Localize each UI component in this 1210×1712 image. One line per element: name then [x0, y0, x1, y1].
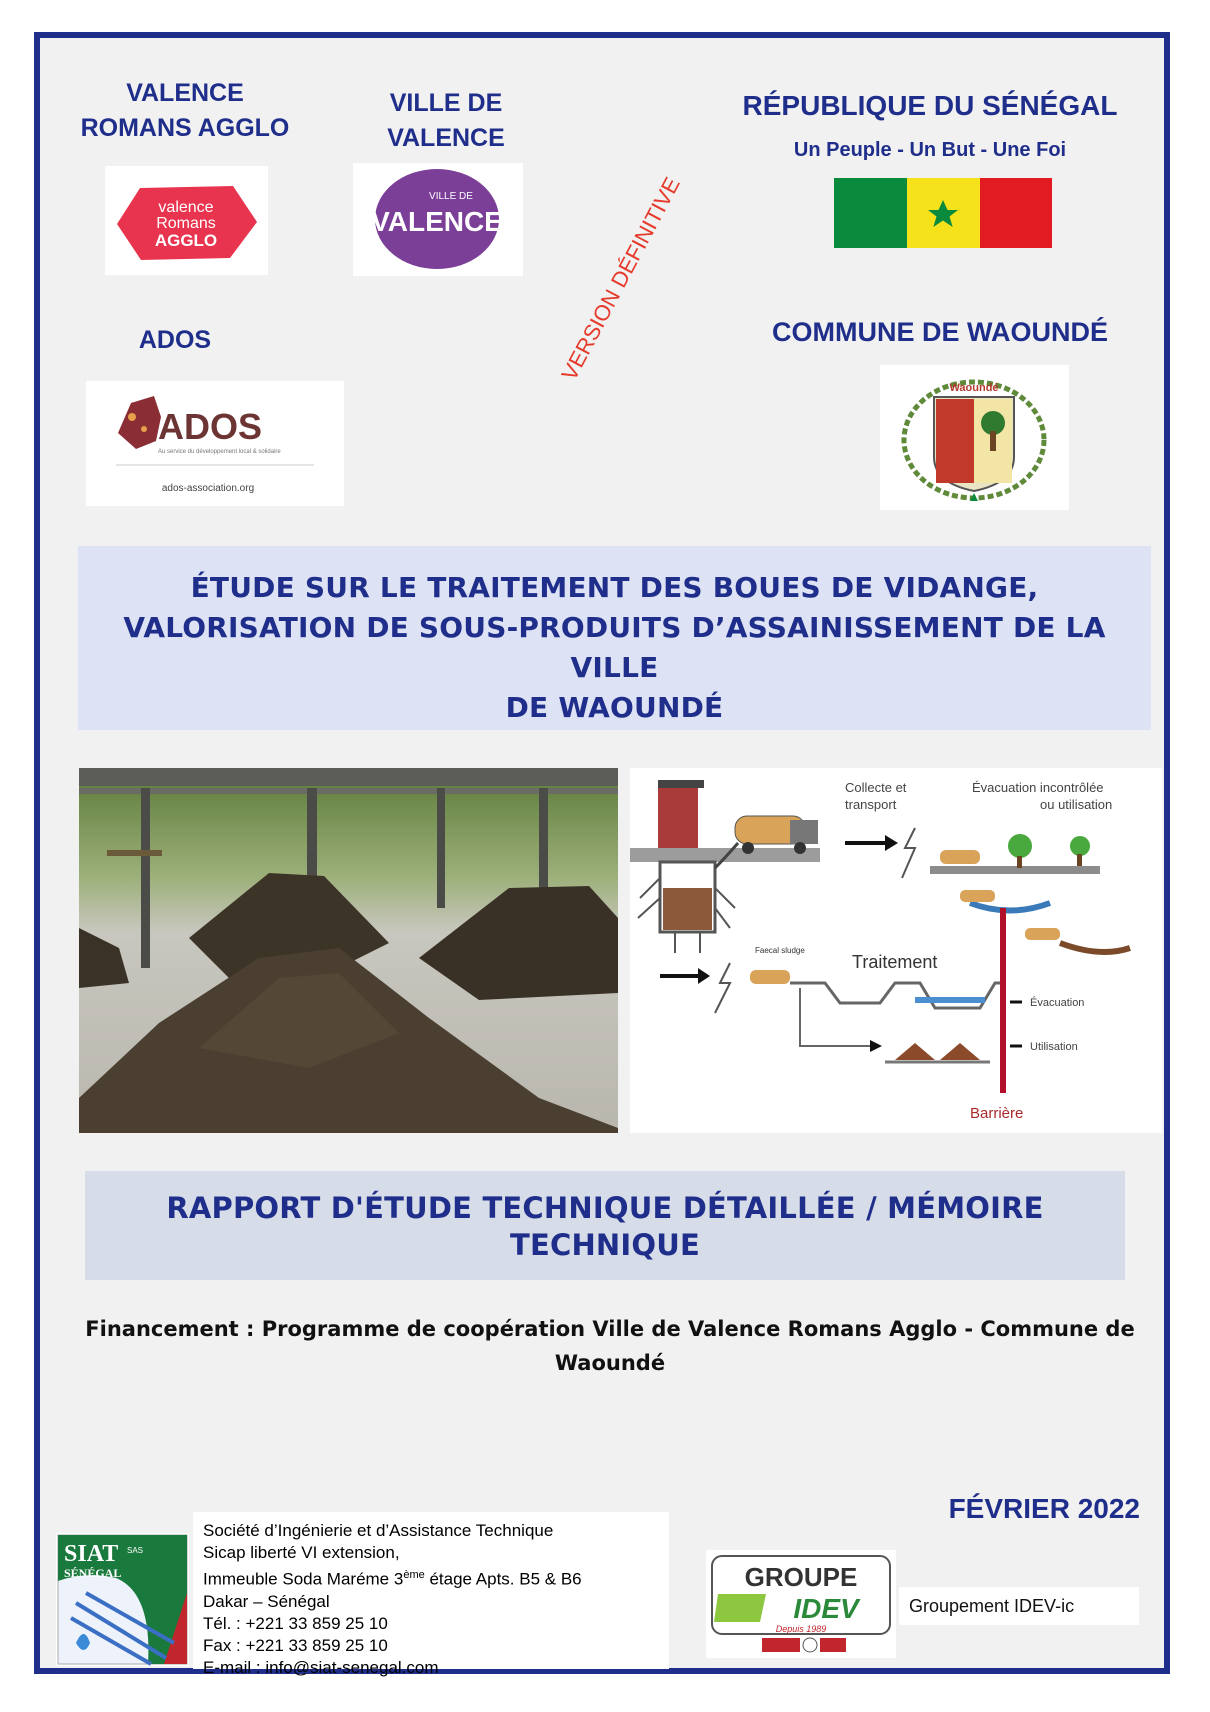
senegal-flag — [834, 178, 1052, 248]
siat-logo-graphic — [56, 1533, 189, 1666]
financing-line1: Financement : Programme de coopération Ville de Valence Romans Agglo - Commune de — [85, 1317, 1135, 1341]
report-title — [85, 1190, 1125, 1264]
siat-phone: Tél. : +221 33 859 25 10 — [203, 1613, 388, 1633]
ados-logo-tagline: Au service du développement local & solidaire — [158, 449, 281, 455]
sludge-piles-image — [79, 768, 618, 1133]
diagram-evacuation-label: Évacuation — [1030, 997, 1085, 1009]
siat-logo-country: SÉNÉGAL — [64, 1566, 122, 1580]
valence-heading-line1: VILLE DE — [389, 89, 503, 117]
senegal-flag-graphic — [834, 178, 1052, 248]
valence-logo-big-text: VALENCE — [371, 206, 503, 237]
republic-heading — [700, 88, 1160, 123]
study-title-line1: ÉTUDE SUR LE TRAITEMENT DES BOUES DE VIDANGE, — [190, 571, 1039, 604]
commune-title: COMMUNE DE WAOUNDÉ — [772, 317, 1108, 347]
siat-fax: Fax : +221 33 859 25 10 — [203, 1635, 388, 1655]
diagram-collect-line2: transport — [845, 797, 897, 812]
siat-address-line: Sicap liberté VI extension, — [203, 1543, 400, 1562]
commune-emblem-text: Waoundé — [949, 382, 999, 394]
republic-title: RÉPUBLIQUE DU SÉNÉGAL — [742, 90, 1118, 121]
siat-logo — [56, 1533, 189, 1666]
siat-contact-block — [193, 1512, 669, 1677]
report-title-line1: RAPPORT D'ÉTUDE TECHNIQUE DÉTAILLÉE / MÉMOIRE — [166, 1191, 1044, 1225]
siat-building-post: étage Apts. B5 & B6 — [424, 1569, 582, 1589]
idev-logo-line2: IDEV — [793, 1593, 859, 1624]
study-title-banner — [78, 546, 1151, 730]
ados-logo-url: ados-association.org — [161, 483, 255, 494]
vra-logo-text-3: AGGLO — [154, 231, 218, 250]
valence-heading-line2: VALENCE — [387, 124, 505, 152]
ados-heading — [100, 323, 250, 358]
study-title-line3: DE WAOUNDÉ — [505, 691, 724, 724]
financing-note — [80, 1312, 1140, 1380]
valence-logo — [353, 163, 523, 276]
ados-heading-text: ADOS — [138, 326, 212, 354]
study-title — [78, 568, 1151, 728]
ados-logo — [86, 381, 344, 506]
valence-logo-graphic — [353, 163, 523, 276]
idev-logo — [706, 1550, 896, 1658]
republic-motto: Un Peuple - Un But - Une Foi — [793, 139, 1067, 161]
vra-logo — [105, 166, 268, 275]
financing-line2: Waoundé — [554, 1351, 666, 1375]
siat-logo-sas: SAS — [127, 1546, 144, 1555]
ados-logo-graphic — [86, 381, 344, 506]
siat-building-pre: Immeuble Soda Maréme 3 — [203, 1569, 404, 1589]
siat-building-sup: ème — [403, 1569, 425, 1581]
report-title-line2: TECHNIQUE — [509, 1228, 701, 1262]
diagram-treatment-label: Traitement — [852, 952, 938, 972]
diagram-barrier-label: Barrière — [970, 1105, 1024, 1122]
diagram-faecal-label: Faecal sludge — [755, 946, 805, 955]
vra-logo-text-1: valence — [158, 199, 214, 216]
version-stamp: VERSION DÉFINITIVE — [556, 173, 685, 385]
diagram-evac-line2: ou utilisation — [1040, 797, 1113, 812]
vra-heading-line2: ROMANS AGGLO — [80, 114, 290, 142]
diagram-collect-line1: Collecte et — [845, 780, 907, 795]
idev-logo-since: Depuis 1989 — [775, 1624, 827, 1634]
commune-heading — [725, 315, 1155, 350]
siat-building-line — [203, 1564, 659, 1591]
valence-heading — [350, 86, 542, 156]
commune-emblem — [880, 365, 1069, 510]
valence-logo-small-text: VILLE DE — [429, 191, 473, 202]
vra-logo-graphic — [105, 166, 268, 275]
siat-city-line: Dakar – Sénégal — [203, 1591, 330, 1611]
idev-logo-line1: GROUPE — [744, 1562, 858, 1592]
diagram-utilisation-label: Utilisation — [1030, 1041, 1078, 1053]
study-title-line2: VALORISATION DE SOUS-PRODUITS D’ASSAINISSEMENT DE LA VILLE — [123, 611, 1106, 684]
report-date: FÉVRIER 2022 — [948, 1493, 1140, 1524]
diagram-evac-line1: Évacuation incontrôlée — [972, 780, 1104, 795]
sludge-piles-photo — [79, 768, 618, 1133]
siat-company-name: Société d’Ingénierie et d’Assistance Technique — [203, 1521, 554, 1540]
idev-logo-graphic — [706, 1550, 896, 1658]
siat-logo-text: SIAT — [64, 1541, 119, 1567]
ados-logo-name: ADOS — [158, 406, 263, 447]
groupement-label: Groupement IDEV-ic — [899, 1587, 1139, 1625]
sludge-flow-diagram — [630, 768, 1162, 1133]
vra-heading — [55, 76, 315, 146]
vra-heading-line1: VALENCE — [126, 79, 244, 107]
sludge-flow-graphic — [630, 768, 1162, 1133]
commune-emblem-graphic — [880, 365, 1069, 510]
siat-email: E-mail : info@siat-senegal.com — [203, 1657, 439, 1677]
report-title-banner — [85, 1171, 1125, 1280]
vra-logo-text-2: Romans — [156, 215, 216, 232]
